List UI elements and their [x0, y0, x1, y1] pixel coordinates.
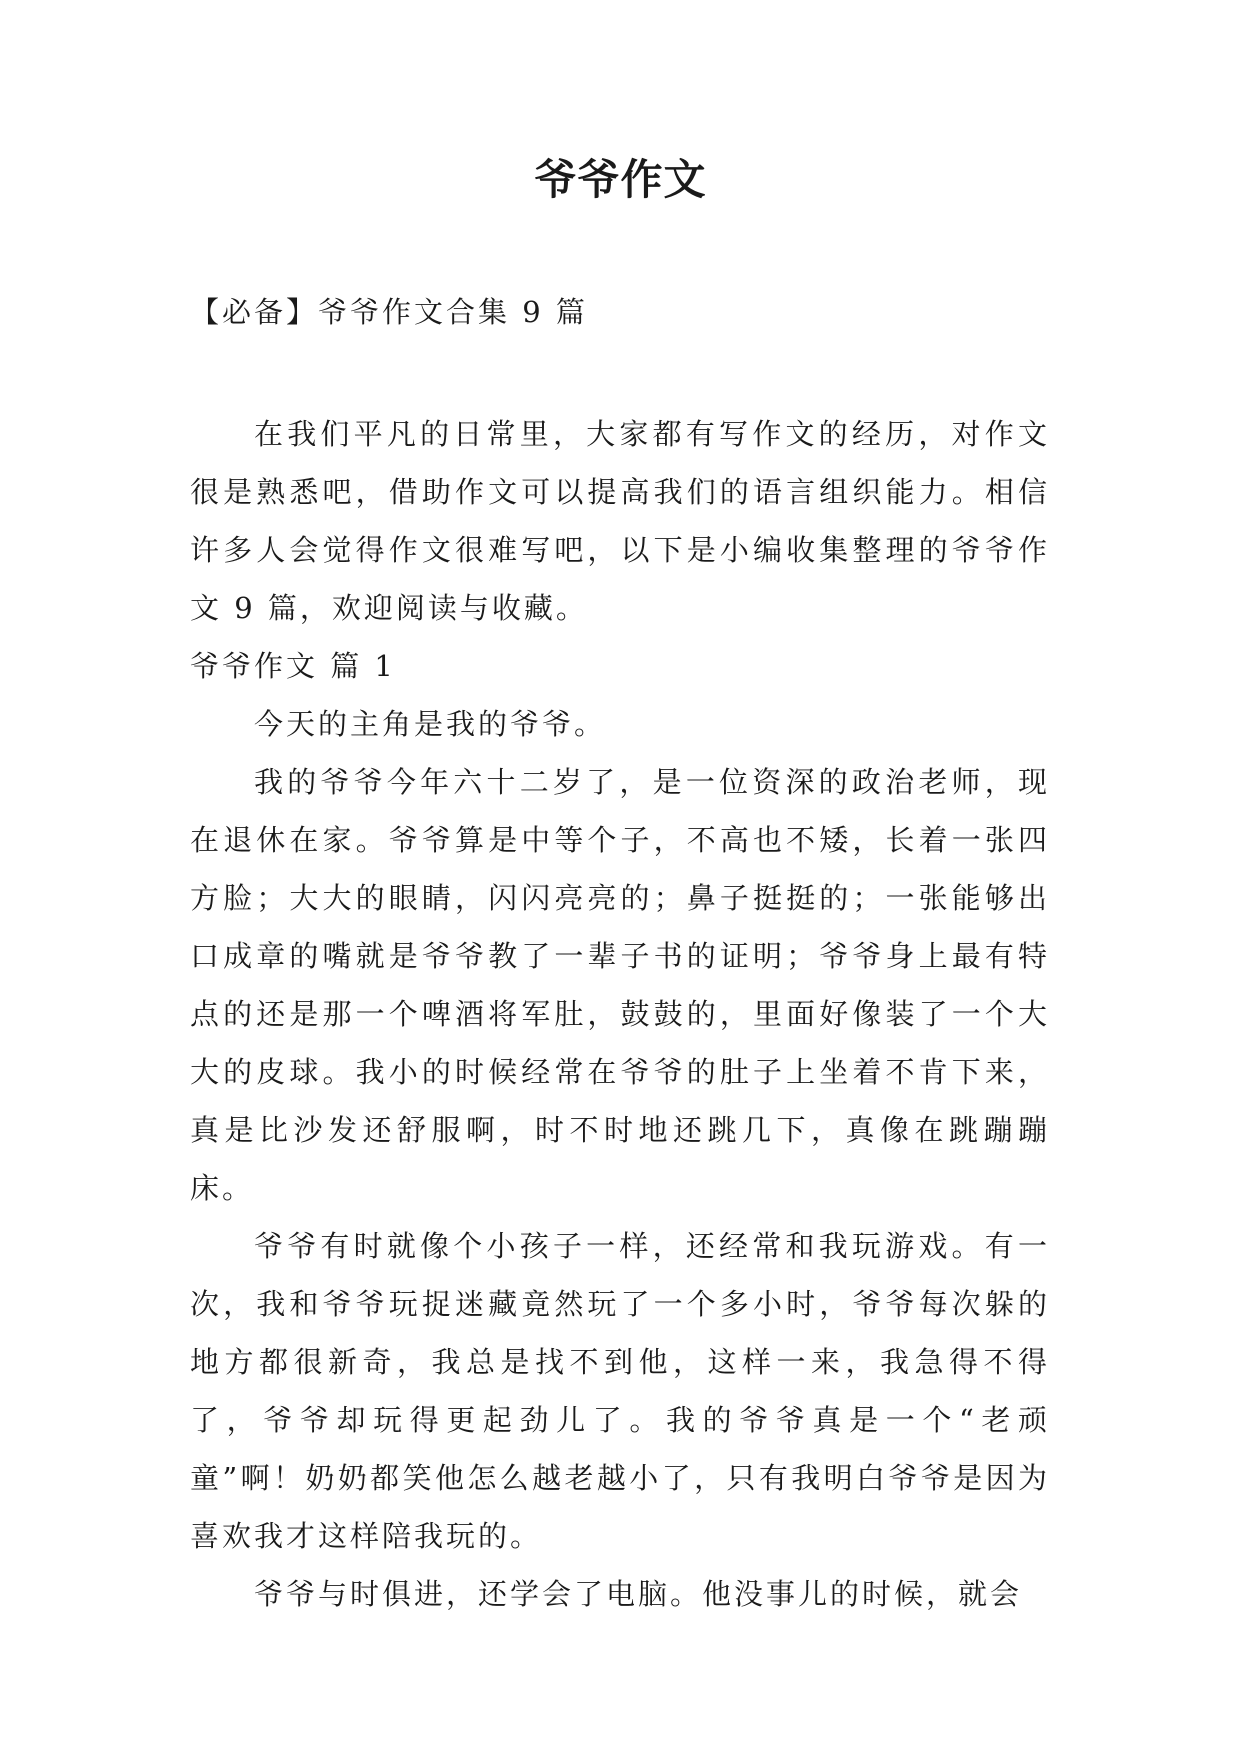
document-body — [190, 405, 1050, 1623]
document-title: 爷爷作文 — [534, 155, 707, 204]
body-paragraph: 今天的主角是我的爷爷。 — [254, 707, 607, 741]
section-heading: 爷爷作文 篇 1 — [190, 649, 396, 683]
body-paragraph: 爷爷与时俱进，还学会了电脑。他没事儿的时候，就会 — [254, 1577, 1023, 1611]
document-subtitle: 【必备】爷爷作文合集 9 篇 — [190, 295, 588, 329]
body-paragraph: 我的爷爷今年六十二岁了，是一位资深的政治老师，现在退休在家。爷爷算是中等个子，不高也不矮，长着一张四方脸；大大的眼睛，闪闪亮亮的；鼻子挺挺的；一张能够出口成章的嘴就是爷爷教了一辈子书的证明；爷爷身上最有特点的还是那一个啤酒将军肚，鼓鼓的，里面好像装了一个大大的皮球。我小的时候经常在爷爷的肚子上坐着不肯下来，真是比沙发还舒服啊，时不时地还跳几下，真像在跳蹦蹦床。 — [190, 765, 1050, 1205]
body-paragraph: 爷爷有时就像个小孩子一样，还经常和我玩游戏。有一次，我和爷爷玩捉迷藏竟然玩了一个多小时，爷爷每次躲的地方都很新奇，我总是找不到他，这样一来，我急得不得了，爷爷却玩得更起劲儿了。我的爷爷真是一个“老顽童”啊！奶奶都笑他怎么越老越小了，只有我明白爷爷是因为喜欢我才这样陪我玩的。 — [190, 1229, 1050, 1553]
intro-paragraph: 在我们平凡的日常里，大家都有写作文的经历，对作文很是熟悉吧，借助作文可以提高我们的语言组织能力。相信许多人会觉得作文很难写吧，以下是小编收集整理的爷爷作文 9 篇，欢迎阅读与收藏。 — [190, 417, 1050, 625]
